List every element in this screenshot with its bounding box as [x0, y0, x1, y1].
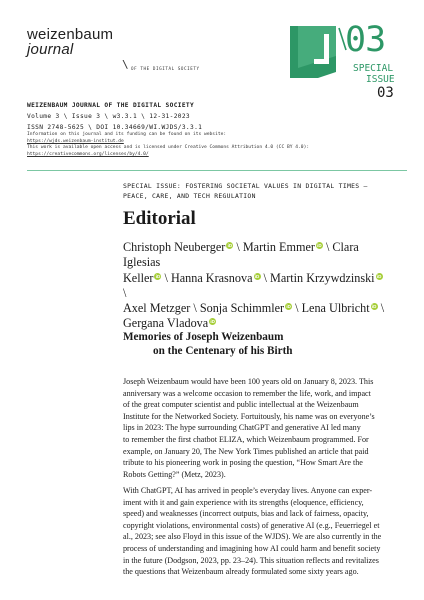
text-line: Joseph Weizenbaum would have been 100 years old on January 8, 2023. This [123, 377, 374, 386]
special-issue-badge [290, 20, 405, 101]
text-line: Institute for the Networked Society. Fortuitously, his name was on everyone’s [123, 411, 375, 421]
special-issue-heading [123, 181, 408, 201]
author-name: Clara Iglesias [123, 240, 359, 270]
text-line: copyright violations, environmental costs) of generative AI (e.g., Feuerriegel et [123, 520, 380, 530]
text-line: of the great computer scientist and public intellectual at the Weizenbaum [123, 400, 359, 410]
author-name: Lena Ulbricht [301, 301, 370, 316]
badge-number: 03 [345, 20, 386, 60]
body-paragraph-1 [123, 376, 406, 480]
body-paragraph-2 [123, 485, 406, 578]
journal-logo[interactable] [27, 26, 200, 71]
author-list [123, 240, 388, 332]
text-line: tribute to his pioneering work in posing the question, “How Smart Are the [123, 458, 363, 468]
license-info [27, 132, 407, 159]
author-separator: \ [123, 285, 127, 300]
section-heading-line-2: on the Centenary of his Birth [153, 344, 293, 357]
article-title: Editorial [123, 208, 196, 229]
author-separator: \ [193, 301, 197, 316]
author-name: Martin Krzywdzinski [269, 270, 375, 285]
author-name: Keller [123, 270, 154, 285]
journal-meta [27, 100, 407, 133]
author-separator: \ [263, 270, 267, 285]
badge-special-label: SPECIAL [353, 63, 394, 74]
author-name: Martin Emmer [242, 240, 315, 254]
special-issue-line-1: SPECIAL ISSUE: FOSTERING SOCIETAL VALUES IN DIGITAL TIMES – [123, 182, 368, 190]
orcid-icon[interactable]: iD [317, 243, 322, 248]
license-link[interactable]: https://creativecommons.org/licenses/by/4.0/ [27, 152, 149, 158]
text-line: With ChatGPT, AI has arrived in people’s everyday lives. Anyone can exper- [123, 486, 373, 495]
author-separator: \ [236, 240, 240, 254]
logo-line-weizenbaum: weizenbaum [27, 26, 114, 43]
volume-line: Volume 3 \ Issue 3 \ w3.3.1 \ 12-31-2023 [27, 113, 191, 120]
author-separator: \ [295, 301, 299, 316]
orcid-icon[interactable]: iD [376, 273, 382, 279]
section-heading [123, 331, 293, 358]
logo-slash: \ [122, 58, 129, 71]
info-text-2: This work is available open access and is licensed under Creative Commons Attribution 4.0 (CC BY 4.0): [27, 145, 310, 151]
orcid-icon[interactable]: iD [371, 304, 377, 310]
orcid-icon[interactable]: iD [210, 319, 215, 325]
text-line: to remember the first chatbot ELIZA, which Weizenbaum programmed. For [123, 434, 369, 444]
text-line: lips in 2023: The hype surrounding ChatGPT and generative AI led many [123, 423, 361, 433]
author-separator: \ [380, 301, 385, 316]
author-separator: \ [325, 240, 330, 254]
journal-website-link[interactable]: https://wjds.weizenbaum-institut.de [27, 138, 124, 144]
logo-tagline: OF THE DIGITAL SOCIETY [131, 66, 200, 71]
text-line: al., 2023; see also Floyd in this issue of the WJDS). We are also currently in the [123, 532, 382, 542]
badge-issue-label: ISSUE [366, 74, 395, 85]
author-name: Sonja Schimmler [199, 301, 285, 316]
author-separator: \ [164, 270, 168, 285]
badge-issue-number: 03 [377, 85, 394, 101]
text-line: example, on January 20, The New York Times published an article that paid [123, 446, 369, 456]
text-line: anniversary was a welcome occasion to remember the life, work, and impact [123, 388, 371, 398]
journal-title: WEIZENBAUM JOURNAL OF THE DIGITAL SOCIETY [27, 102, 195, 109]
author-name: Axel Metzger [123, 301, 191, 316]
text-line: the questions that Weizenbaum already formulated some sixty years ago. [123, 567, 359, 577]
orcid-icon[interactable]: iD [254, 273, 260, 279]
issn-doi-line: ISSN 2748-5625 \ DOI 10.34669/WI.WJDS/3.3.1 [27, 124, 203, 131]
special-issue-line-2: PEACE, CARE, AND TECH REGULATION [123, 192, 256, 200]
author-name: Gergana Vladova [123, 316, 209, 331]
text-line: speed) and weaknesses (incorrect outputs, bias and lack of fairness, opacity, [123, 509, 369, 519]
divider [27, 170, 407, 171]
author-name: Hanna Krasnova [170, 270, 253, 285]
section-heading-line-1: Memories of Joseph Weizenbaum [123, 331, 284, 343]
orcid-icon[interactable]: iD [227, 243, 233, 248]
orcid-icon[interactable]: iD [155, 273, 161, 279]
author-name: Christoph Neuberger [123, 240, 226, 254]
logo-line-journal: journal [27, 41, 74, 58]
text-line: process of understanding and imagining how AI could harm and benefit society [123, 543, 381, 553]
info-text-1: Information on this journal and its funding can be found on its website: [27, 132, 227, 137]
text-line: in the future (Dodgson, 2023, pp. 23–24). This situation reflects and revitalizes [123, 555, 379, 565]
text-line: Robots Getting?” (Metz, 2023). [123, 469, 226, 479]
text-line: iment with it and gain experience with its strengths (eloquence, efficiency, [123, 497, 364, 507]
orcid-icon[interactable]: iD [286, 304, 291, 310]
